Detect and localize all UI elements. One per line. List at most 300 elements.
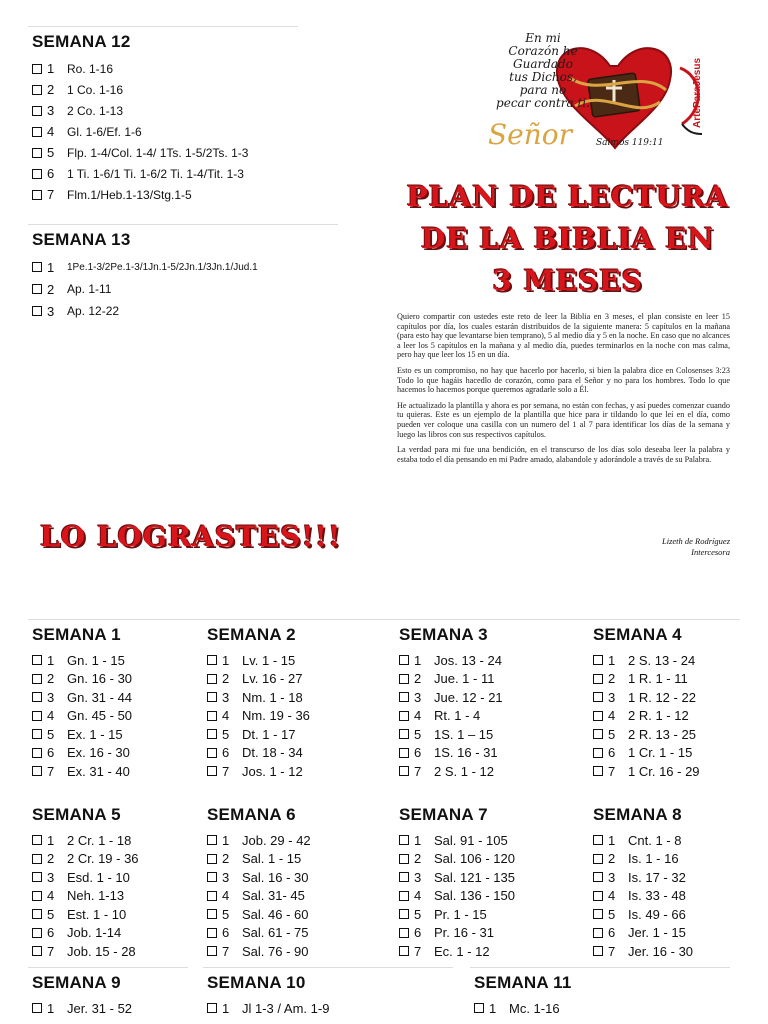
day-reading: Sal. 136 - 150 xyxy=(434,888,515,904)
day-reading: Is. 33 - 48 xyxy=(628,888,686,904)
day-checkbox[interactable] xyxy=(207,692,217,702)
day-number: 4 xyxy=(222,708,230,724)
day-reading: Ap. 1-11 xyxy=(67,282,112,296)
week-1 xyxy=(32,625,132,781)
day-checkbox[interactable] xyxy=(593,946,603,956)
day-row xyxy=(32,278,258,300)
day-checkbox[interactable] xyxy=(32,127,42,137)
day-row xyxy=(399,670,503,689)
day-number: 5 xyxy=(47,145,55,160)
day-number: 5 xyxy=(608,906,616,922)
day-checkbox[interactable] xyxy=(32,766,42,776)
day-reading: Gl. 1-6/Ef. 1-6 xyxy=(67,124,142,139)
day-row xyxy=(593,725,700,744)
day-number: 4 xyxy=(608,888,616,904)
day-row xyxy=(207,744,310,763)
day-reading: Cnt. 1 - 8 xyxy=(628,832,682,848)
day-number: 6 xyxy=(222,925,230,941)
day-row xyxy=(32,163,248,184)
week-title: SEMANA 5 xyxy=(32,805,121,824)
day-checkbox[interactable] xyxy=(207,729,217,739)
day-row xyxy=(593,868,693,887)
day-row xyxy=(399,725,503,744)
day-number: 5 xyxy=(414,726,422,742)
verse-line: Corazón he xyxy=(508,44,578,58)
day-number: 2 xyxy=(414,671,422,687)
day-number: 3 xyxy=(608,689,616,705)
day-checkbox[interactable] xyxy=(207,835,217,845)
day-number: 1 xyxy=(608,652,616,668)
day-number: 5 xyxy=(47,726,55,742)
day-row xyxy=(32,256,258,278)
day-row xyxy=(399,744,503,763)
day-number: 7 xyxy=(414,763,422,779)
day-number: 1 xyxy=(222,1000,230,1016)
day-checkbox[interactable] xyxy=(399,928,409,938)
divider xyxy=(28,224,338,225)
day-checkbox[interactable] xyxy=(207,748,217,758)
day-checkbox[interactable] xyxy=(207,909,217,919)
day-number: 3 xyxy=(608,869,616,885)
day-reading: Ex. 1 - 15 xyxy=(67,726,123,742)
verse-logo xyxy=(470,28,740,158)
day-row xyxy=(207,651,310,670)
divider xyxy=(470,967,730,968)
day-row xyxy=(593,924,693,943)
signature xyxy=(662,536,730,558)
day-number: 5 xyxy=(414,906,422,922)
day-row xyxy=(32,707,132,726)
day-checkbox[interactable] xyxy=(207,674,217,684)
day-checkbox[interactable] xyxy=(32,729,42,739)
intro-paragraph: La verdad para mi fue una bendición, en el transcurso de los días solo deseaba leer la palabra y estaba todo el día pensando en mi Padre amado, alabandole y adorándole a través de su Palabra. xyxy=(397,445,730,464)
day-row xyxy=(399,850,515,869)
day-reading: Gn. 31 - 44 xyxy=(67,689,133,705)
verse-line: para no xyxy=(519,83,567,97)
day-reading: 1 R. 12 - 22 xyxy=(628,689,696,705)
day-reading: 1 R. 1 - 11 xyxy=(628,671,688,687)
day-checkbox[interactable] xyxy=(32,169,42,179)
day-checkbox[interactable] xyxy=(399,909,409,919)
day-checkbox[interactable] xyxy=(399,766,409,776)
intro-paragraph: Esto es un compromiso, no hay que hacerlo por hacerlo, si bien la palabra dice en Colosenses 3:23 Todo lo que hagáis hacedlo de corazón, como para el Señor y no para los hombres. Todo lo que hacemos lo hacemos porque queremos agradarle solo a Él. xyxy=(397,365,730,395)
day-checkbox[interactable] xyxy=(32,64,42,74)
day-checkbox[interactable] xyxy=(32,190,42,200)
day-row xyxy=(207,887,311,906)
day-checkbox[interactable] xyxy=(207,872,217,882)
day-row xyxy=(32,905,139,924)
day-number: 6 xyxy=(414,925,422,941)
day-checkbox[interactable] xyxy=(32,148,42,158)
day-number: 2 xyxy=(608,671,616,687)
day-row xyxy=(593,651,700,670)
day-checkbox[interactable] xyxy=(593,674,603,684)
day-row xyxy=(207,831,311,850)
day-number: 1 xyxy=(414,832,422,848)
day-checkbox[interactable] xyxy=(32,284,42,294)
day-row xyxy=(593,744,700,763)
intro-text xyxy=(397,312,730,470)
day-row xyxy=(207,999,329,1018)
day-reading: Is. 1 - 16 xyxy=(628,851,679,867)
day-reading: Is. 49 - 66 xyxy=(628,906,686,922)
day-number: 1 xyxy=(489,1000,497,1016)
intro-paragraph: Quiero compartir con ustedes este reto de leer la Biblia en 3 meses, el plan consiste en leer 15 capítulos por día, los cuales estarán distribuidos de la siguiente manera: 5 capítulos en la mañana (para esto hay que levantarse bien temprano), 5 al medio día y 5 en la noche. En caso que no alcances a leer los 5 capítulos en la mañana y al medio día, puedes terminarlos en la noche con mas calma, pero hay que leer los 15 en un día. xyxy=(397,312,730,360)
day-number: 7 xyxy=(222,763,230,779)
day-reading: Gn. 45 - 50 xyxy=(67,708,133,724)
day-checkbox[interactable] xyxy=(32,835,42,845)
day-checkbox[interactable] xyxy=(399,711,409,721)
day-reading: 2 Co. 1-13 xyxy=(67,103,124,118)
day-checkbox[interactable] xyxy=(32,85,42,95)
day-number: 5 xyxy=(222,906,230,922)
day-checkbox[interactable] xyxy=(593,872,603,882)
day-checkbox[interactable] xyxy=(32,674,42,684)
week-9 xyxy=(32,973,132,1018)
day-row xyxy=(32,831,139,850)
verse-line: tus Dichos, xyxy=(509,70,577,84)
week-title: SEMANA 12 xyxy=(32,32,131,51)
day-checkbox[interactable] xyxy=(207,891,217,901)
week-title: SEMANA 9 xyxy=(32,973,121,992)
day-reading: Esd. 1 - 10 xyxy=(67,869,130,885)
day-checkbox[interactable] xyxy=(207,854,217,864)
day-row xyxy=(593,670,700,689)
day-number: 7 xyxy=(47,763,55,779)
day-row xyxy=(399,905,515,924)
day-number: 4 xyxy=(47,888,55,904)
divider xyxy=(28,26,298,27)
day-row xyxy=(32,670,132,689)
day-checkbox[interactable] xyxy=(593,766,603,776)
week-12 xyxy=(32,32,248,205)
day-number: 5 xyxy=(608,726,616,742)
day-reading: Ex. 16 - 30 xyxy=(67,745,130,761)
day-number: 4 xyxy=(47,124,55,139)
side-brand: ArteParaJesus xyxy=(692,57,703,128)
day-reading: Jer. 1 - 15 xyxy=(628,925,686,941)
week-6 xyxy=(207,805,311,961)
day-checkbox[interactable] xyxy=(207,946,217,956)
week-3 xyxy=(399,625,503,781)
day-checkbox[interactable] xyxy=(593,711,603,721)
day-reading: Jos. 1 - 12 xyxy=(242,763,303,779)
day-reading: 2 Cr. 1 - 18 xyxy=(67,832,132,848)
day-number: 2 xyxy=(47,671,55,687)
lord-word: Señor xyxy=(488,118,573,151)
day-reading: 2 S. 13 - 24 xyxy=(628,652,696,668)
day-checkbox[interactable] xyxy=(32,306,42,316)
plan-title-line-2: DE LA BIBLIA EN xyxy=(420,222,715,255)
day-checkbox[interactable] xyxy=(593,854,603,864)
day-reading: 1 Ti. 1-6/1 Ti. 1-6/2 Ti. 1-4/Tit. 1-3 xyxy=(67,166,244,181)
day-row xyxy=(32,887,139,906)
day-reading: Ap. 12-22 xyxy=(67,304,120,318)
day-reading: Sal. 91 - 105 xyxy=(434,832,508,848)
day-checkbox[interactable] xyxy=(32,909,42,919)
day-row xyxy=(399,831,515,850)
day-row xyxy=(399,942,515,961)
day-row xyxy=(207,905,311,924)
day-checkbox[interactable] xyxy=(207,1003,217,1013)
day-checkbox[interactable] xyxy=(207,711,217,721)
verse-line: En mi xyxy=(525,31,561,45)
day-reading: 2 S. 1 - 12 xyxy=(434,763,494,779)
day-row xyxy=(32,725,132,744)
day-checkbox[interactable] xyxy=(399,692,409,702)
day-reading: 1S. 16 - 31 xyxy=(434,745,498,761)
day-number: 6 xyxy=(47,925,55,941)
week-13 xyxy=(32,230,258,322)
day-checkbox[interactable] xyxy=(399,748,409,758)
week-title: SEMANA 10 xyxy=(207,973,306,992)
day-number: 1 xyxy=(47,832,55,848)
day-reading: Sal. 121 - 135 xyxy=(434,869,515,885)
week-title: SEMANA 2 xyxy=(207,625,296,644)
day-reading: Ec. 1 - 12 xyxy=(434,943,490,959)
day-reading: Nm. 19 - 36 xyxy=(242,708,310,724)
day-row xyxy=(593,762,700,781)
day-row xyxy=(399,707,503,726)
day-reading: Jue. 12 - 21 xyxy=(434,689,503,705)
day-number: 1 xyxy=(222,652,230,668)
day-row xyxy=(32,58,248,79)
day-number: 7 xyxy=(414,943,422,959)
day-reading: Pr. 1 - 15 xyxy=(434,906,487,922)
day-row xyxy=(593,942,693,961)
day-number: 2 xyxy=(608,851,616,867)
day-checkbox[interactable] xyxy=(399,891,409,901)
day-row xyxy=(399,688,503,707)
day-number: 6 xyxy=(414,745,422,761)
day-checkbox[interactable] xyxy=(32,262,42,272)
day-number: 2 xyxy=(47,281,55,297)
day-number: 3 xyxy=(414,869,422,885)
day-checkbox[interactable] xyxy=(399,946,409,956)
day-checkbox[interactable] xyxy=(32,928,42,938)
plan-title-line-3: 3 MESES xyxy=(492,264,643,297)
divider xyxy=(203,967,453,968)
week-title: SEMANA 8 xyxy=(593,805,682,824)
day-reading: Neh. 1-13 xyxy=(67,888,125,904)
day-reading: 2 Cr. 19 - 36 xyxy=(67,851,139,867)
verse-reference: Salmos 119:11 xyxy=(596,138,664,148)
day-number: 3 xyxy=(47,689,55,705)
day-number: 6 xyxy=(222,745,230,761)
day-checkbox[interactable] xyxy=(207,928,217,938)
day-reading: Job. 29 - 42 xyxy=(242,832,311,848)
day-row xyxy=(32,868,139,887)
day-row xyxy=(399,762,503,781)
day-checkbox[interactable] xyxy=(32,106,42,116)
day-number: 1 xyxy=(47,652,55,668)
day-number: 2 xyxy=(47,851,55,867)
week-title: SEMANA 1 xyxy=(32,625,121,644)
day-checkbox[interactable] xyxy=(207,655,217,665)
day-number: 7 xyxy=(608,763,616,779)
day-reading: Nm. 1 - 18 xyxy=(242,689,303,705)
day-number: 6 xyxy=(47,745,55,761)
day-number: 1 xyxy=(47,1000,55,1016)
day-checkbox[interactable] xyxy=(593,891,603,901)
day-number: 2 xyxy=(222,671,230,687)
day-number: 4 xyxy=(47,708,55,724)
day-row xyxy=(593,905,693,924)
day-reading: Jer. 16 - 30 xyxy=(628,943,694,959)
day-number: 1 xyxy=(47,259,55,275)
day-reading: Jl 1-3 / Am. 1-9 xyxy=(242,1000,330,1016)
day-number: 1 xyxy=(222,832,230,848)
week-title: SEMANA 11 xyxy=(474,973,572,992)
day-reading: Sal. 46 - 60 xyxy=(242,906,309,922)
day-checkbox[interactable] xyxy=(593,748,603,758)
day-reading: Dt. 18 - 34 xyxy=(242,745,303,761)
day-checkbox[interactable] xyxy=(32,711,42,721)
day-number: 5 xyxy=(47,906,55,922)
day-checkbox[interactable] xyxy=(32,891,42,901)
day-reading: Lv. 1 - 15 xyxy=(242,652,296,668)
day-row xyxy=(593,850,693,869)
day-reading: Job. 15 - 28 xyxy=(67,943,136,959)
day-number: 4 xyxy=(222,888,230,904)
day-row xyxy=(207,762,310,781)
day-row xyxy=(32,142,248,163)
day-number: 1 xyxy=(47,61,55,76)
day-reading: 1 Co. 1-16 xyxy=(67,82,124,97)
day-checkbox[interactable] xyxy=(593,909,603,919)
day-reading: Sal. 31- 45 xyxy=(242,888,305,904)
day-reading: Sal. 106 - 120 xyxy=(434,851,515,867)
day-reading: 1 Cr. 1 - 15 xyxy=(628,745,693,761)
day-number: 6 xyxy=(608,745,616,761)
day-row xyxy=(207,670,310,689)
day-number: 5 xyxy=(222,726,230,742)
day-row xyxy=(399,868,515,887)
day-reading: Sal. 16 - 30 xyxy=(242,869,309,885)
signature-name: Lizeth de Rodríguez xyxy=(662,536,730,546)
day-number: 2 xyxy=(222,851,230,867)
day-reading: Gn. 1 - 15 xyxy=(67,652,125,668)
day-checkbox[interactable] xyxy=(399,872,409,882)
day-reading: Est. 1 - 10 xyxy=(67,906,127,922)
day-row xyxy=(32,999,132,1018)
day-row xyxy=(474,999,572,1018)
day-number: 1 xyxy=(414,652,422,668)
day-reading: Mc. 1-16 xyxy=(509,1000,560,1016)
day-number: 4 xyxy=(414,888,422,904)
week-5 xyxy=(32,805,139,961)
day-checkbox[interactable] xyxy=(399,729,409,739)
day-row xyxy=(32,942,139,961)
day-row xyxy=(207,688,310,707)
day-checkbox[interactable] xyxy=(32,872,42,882)
day-number: 3 xyxy=(222,689,230,705)
day-reading: Job. 1-14 xyxy=(67,925,122,941)
day-number: 7 xyxy=(608,943,616,959)
day-checkbox[interactable] xyxy=(207,766,217,776)
day-reading: 1Pe.1-3/2Pe.1-3/1Jn.1-5/2Jn.1/3Jn.1/Jud.1 xyxy=(67,261,258,273)
day-row xyxy=(32,744,132,763)
day-reading: 1S. 1 – 15 xyxy=(434,726,494,742)
day-row xyxy=(32,850,139,869)
day-row xyxy=(32,762,132,781)
day-number: 7 xyxy=(222,943,230,959)
day-row xyxy=(593,887,693,906)
week-title: SEMANA 6 xyxy=(207,805,296,824)
week-10 xyxy=(207,973,329,1018)
day-row xyxy=(399,887,515,906)
day-checkbox[interactable] xyxy=(593,729,603,739)
week-title: SEMANA 7 xyxy=(399,805,488,824)
day-checkbox[interactable] xyxy=(593,835,603,845)
day-number: 2 xyxy=(414,851,422,867)
day-number: 7 xyxy=(47,187,55,202)
day-checkbox[interactable] xyxy=(593,655,603,665)
divider xyxy=(28,967,188,968)
day-reading: Ro. 1-16 xyxy=(67,61,114,76)
day-reading: Jos. 13 - 24 xyxy=(434,652,502,668)
day-number: 4 xyxy=(608,708,616,724)
week-11 xyxy=(474,973,572,1018)
day-checkbox[interactable] xyxy=(593,692,603,702)
intro-paragraph: He actualizado la plantilla y ahora es por semana, no están con fechas, y así puedes comenzar cuando tu quieras. Este es un ejemplo de la plantilla que hice para ir tildando lo que leí en el día, como pueden ver coloque una casilla con un numero del 1 al 7 para identificar los días de la semana y luego las libros con sus respectivos capítulos. xyxy=(397,400,730,439)
day-reading: 1 Cr. 16 - 29 xyxy=(628,763,700,779)
day-row xyxy=(207,850,311,869)
day-number: 4 xyxy=(414,708,422,724)
day-reading: 2 R. 1 - 12 xyxy=(628,708,689,724)
day-checkbox[interactable] xyxy=(32,748,42,758)
day-checkbox[interactable] xyxy=(399,674,409,684)
day-row xyxy=(207,707,310,726)
day-row xyxy=(32,121,248,142)
day-row xyxy=(593,831,693,850)
completion-banner: LO LOGRASTES!!! xyxy=(40,520,342,553)
week-title: SEMANA 3 xyxy=(399,625,488,644)
day-reading: Flm.1/Heb.1-13/Stg.1-5 xyxy=(67,187,192,202)
day-checkbox[interactable] xyxy=(32,946,42,956)
day-row xyxy=(32,79,248,100)
day-row xyxy=(399,924,515,943)
day-row xyxy=(207,942,311,961)
day-reading: Gn. 16 - 30 xyxy=(67,671,133,687)
day-checkbox[interactable] xyxy=(593,928,603,938)
day-checkbox[interactable] xyxy=(399,655,409,665)
day-checkbox[interactable] xyxy=(399,854,409,864)
day-checkbox[interactable] xyxy=(399,835,409,845)
day-checkbox[interactable] xyxy=(474,1003,484,1013)
day-reading: Pr. 16 - 31 xyxy=(434,925,494,941)
week-8 xyxy=(593,805,693,961)
day-row xyxy=(32,100,248,121)
day-reading: Rt. 1 - 4 xyxy=(434,708,481,724)
day-checkbox[interactable] xyxy=(32,692,42,702)
day-row xyxy=(32,924,139,943)
day-row xyxy=(32,300,258,322)
day-checkbox[interactable] xyxy=(32,1003,42,1013)
day-number: 7 xyxy=(47,943,55,959)
day-checkbox[interactable] xyxy=(32,655,42,665)
day-number: 3 xyxy=(47,869,55,885)
day-checkbox[interactable] xyxy=(32,854,42,864)
week-title: SEMANA 4 xyxy=(593,625,682,644)
verse-line: pecar contra ti. xyxy=(496,96,590,110)
divider xyxy=(28,619,740,620)
day-row xyxy=(32,651,132,670)
day-number: 2 xyxy=(47,82,55,97)
day-row xyxy=(593,707,700,726)
day-number: 3 xyxy=(47,103,55,118)
week-title: SEMANA 13 xyxy=(32,230,131,249)
